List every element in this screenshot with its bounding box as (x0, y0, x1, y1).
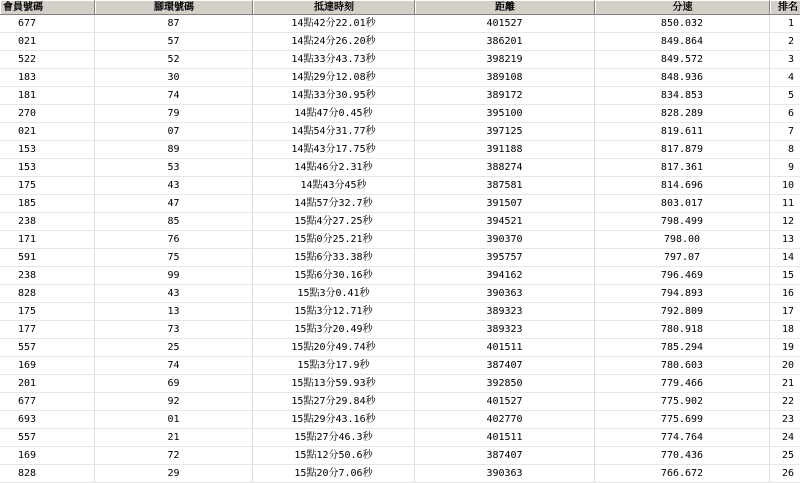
cell-member: 270 (0, 105, 95, 122)
cell-speed: 775.699 (595, 411, 770, 428)
cell-distance: 401527 (415, 393, 595, 410)
table-row[interactable] (0, 339, 800, 357)
cell-rank: 8 (787, 144, 794, 155)
cell-speed: 803.017 (595, 195, 770, 212)
cell-arrival: 14點47分0.45秒 (253, 105, 415, 122)
cell-distance: 395757 (415, 249, 595, 266)
cell-arrival: 14點57分32.7秒 (253, 195, 415, 212)
cell-member: 238 (0, 213, 95, 230)
cell-distance: 387407 (415, 357, 595, 374)
cell-ring: 73 (95, 321, 253, 338)
table-row[interactable] (0, 465, 800, 483)
cell-arrival: 14點42分22.01秒 (253, 15, 415, 32)
cell-member: 181 (0, 87, 95, 104)
cell-member: 153 (0, 141, 95, 158)
cell-arrival: 15點4分27.25秒 (253, 213, 415, 230)
table-row[interactable] (0, 87, 800, 105)
cell-speed: 770.436 (595, 447, 770, 464)
cell-member: 677 (0, 393, 95, 410)
cell-rank: 6 (787, 108, 794, 119)
table-row[interactable] (0, 411, 800, 429)
cell-speed: 828.289 (595, 105, 770, 122)
cell-ring: 30 (95, 69, 253, 86)
cell-ring: 21 (95, 429, 253, 446)
cell-arrival: 15點6分30.16秒 (253, 267, 415, 284)
cell-arrival: 15點13分59.93秒 (253, 375, 415, 392)
cell-rank: 26 (781, 468, 794, 479)
cell-speed: 848.936 (595, 69, 770, 86)
cell-ring: 43 (95, 177, 253, 194)
cell-speed: 794.893 (595, 285, 770, 302)
cell-rank: 10 (781, 180, 794, 191)
header-speed[interactable]: 分速 (595, 0, 770, 14)
cell-distance: 401511 (415, 339, 595, 356)
table-row[interactable] (0, 159, 800, 177)
cell-member: 177 (0, 321, 95, 338)
cell-speed: 775.902 (595, 393, 770, 410)
cell-member: 153 (0, 159, 95, 176)
cell-ring: 57 (95, 33, 253, 50)
cell-speed: 766.672 (595, 465, 770, 482)
cell-speed: 849.864 (595, 33, 770, 50)
cell-distance: 394162 (415, 267, 595, 284)
cell-arrival: 15點3分0.41秒 (253, 285, 415, 302)
cell-rank: 19 (781, 342, 794, 353)
cell-ring: 53 (95, 159, 253, 176)
cell-ring: 52 (95, 51, 253, 68)
cell-speed: 817.361 (595, 159, 770, 176)
cell-distance: 389323 (415, 303, 595, 320)
cell-speed: 849.572 (595, 51, 770, 68)
cell-member: 201 (0, 375, 95, 392)
cell-arrival: 15點3分17.9秒 (253, 357, 415, 374)
cell-distance: 389172 (415, 87, 595, 104)
cell-rank: 15 (781, 270, 794, 281)
cell-distance: 387581 (415, 177, 595, 194)
cell-member: 185 (0, 195, 95, 212)
cell-rank: 24 (781, 432, 794, 443)
cell-arrival: 15點3分20.49秒 (253, 321, 415, 338)
cell-ring: 76 (95, 231, 253, 248)
table-row[interactable] (0, 231, 800, 249)
cell-member: 522 (0, 51, 95, 68)
cell-distance: 390363 (415, 465, 595, 482)
cell-distance: 388274 (415, 159, 595, 176)
cell-arrival: 14點29分12.08秒 (253, 69, 415, 86)
cell-member: 677 (0, 15, 95, 32)
table-row[interactable] (0, 249, 800, 267)
cell-arrival: 14點43分17.75秒 (253, 141, 415, 158)
table-row[interactable] (0, 15, 800, 33)
cell-arrival: 15點12分50.6秒 (253, 447, 415, 464)
cell-speed: 798.499 (595, 213, 770, 230)
cell-distance: 389323 (415, 321, 595, 338)
cell-distance: 390363 (415, 285, 595, 302)
cell-rank: 23 (781, 414, 794, 425)
cell-ring: 13 (95, 303, 253, 320)
cell-speed: 792.809 (595, 303, 770, 320)
table-row[interactable] (0, 393, 800, 411)
header-ring[interactable]: 腳環號碼 (95, 0, 253, 14)
cell-rank: 13 (781, 234, 794, 245)
cell-rank: 17 (781, 306, 794, 317)
cell-member: 021 (0, 123, 95, 140)
cell-rank: 21 (781, 378, 794, 389)
table-row[interactable] (0, 267, 800, 285)
cell-rank: 22 (781, 396, 794, 407)
cell-member: 021 (0, 33, 95, 50)
cell-distance: 390370 (415, 231, 595, 248)
cell-distance: 392850 (415, 375, 595, 392)
table-row[interactable] (0, 321, 800, 339)
cell-ring: 89 (95, 141, 253, 158)
cell-arrival: 15點20分7.06秒 (253, 465, 415, 482)
table-row[interactable] (0, 303, 800, 321)
cell-speed: 796.469 (595, 267, 770, 284)
cell-ring: 92 (95, 393, 253, 410)
cell-distance: 402770 (415, 411, 595, 428)
cell-rank: 12 (781, 216, 794, 227)
table-row[interactable] (0, 285, 800, 303)
table-row[interactable] (0, 141, 800, 159)
cell-ring: 29 (95, 465, 253, 482)
cell-speed: 774.764 (595, 429, 770, 446)
cell-ring: 01 (95, 411, 253, 428)
cell-member: 169 (0, 447, 95, 464)
cell-rank: 16 (781, 288, 794, 299)
cell-speed: 798.00 (595, 231, 770, 248)
table-row[interactable] (0, 105, 800, 123)
cell-distance: 397125 (415, 123, 595, 140)
cell-arrival: 14點24分26.20秒 (253, 33, 415, 50)
cell-distance: 395100 (415, 105, 595, 122)
header-arrival[interactable]: 抵達時刻 (253, 0, 415, 14)
cell-rank: 20 (781, 360, 794, 371)
cell-rank: 4 (787, 72, 794, 83)
cell-ring: 25 (95, 339, 253, 356)
cell-rank: 7 (787, 126, 794, 137)
cell-rank: 5 (787, 90, 794, 101)
cell-arrival: 15點29分43.16秒 (253, 411, 415, 428)
cell-distance: 389108 (415, 69, 595, 86)
cell-speed: 834.853 (595, 87, 770, 104)
cell-ring: 69 (95, 375, 253, 392)
cell-distance: 391507 (415, 195, 595, 212)
cell-speed: 797.07 (595, 249, 770, 266)
table-row[interactable] (0, 375, 800, 393)
table-row[interactable] (0, 51, 800, 69)
cell-member: 175 (0, 177, 95, 194)
cell-speed: 817.879 (595, 141, 770, 158)
header-distance[interactable]: 距離 (415, 0, 595, 14)
cell-speed: 780.603 (595, 357, 770, 374)
cell-ring: 85 (95, 213, 253, 230)
table-row[interactable] (0, 33, 800, 51)
table-row[interactable] (0, 357, 800, 375)
cell-speed: 814.696 (595, 177, 770, 194)
cell-arrival: 14點54分31.77秒 (253, 123, 415, 140)
cell-speed: 819.611 (595, 123, 770, 140)
cell-member: 238 (0, 267, 95, 284)
cell-arrival: 15點27分46.3秒 (253, 429, 415, 446)
cell-ring: 74 (95, 357, 253, 374)
cell-ring: 74 (95, 87, 253, 104)
cell-rank: 2 (787, 36, 794, 47)
cell-ring: 72 (95, 447, 253, 464)
cell-rank: 3 (787, 54, 794, 65)
cell-arrival: 14點43分45秒 (253, 177, 415, 194)
cell-rank: 1 (787, 18, 794, 29)
cell-rank: 9 (787, 162, 794, 173)
cell-distance: 401527 (415, 15, 595, 32)
cell-arrival: 15點6分33.38秒 (253, 249, 415, 266)
cell-ring: 75 (95, 249, 253, 266)
cell-arrival: 15點20分49.74秒 (253, 339, 415, 356)
cell-distance: 386201 (415, 33, 595, 50)
cell-distance: 398219 (415, 51, 595, 68)
cell-member: 693 (0, 411, 95, 428)
cell-member: 183 (0, 69, 95, 86)
table-body (0, 15, 800, 483)
cell-distance: 387407 (415, 447, 595, 464)
table-row[interactable] (0, 213, 800, 231)
cell-speed: 850.032 (595, 15, 770, 32)
cell-arrival: 15點3分12.71秒 (253, 303, 415, 320)
cell-ring: 43 (95, 285, 253, 302)
cell-ring: 99 (95, 267, 253, 284)
cell-member: 591 (0, 249, 95, 266)
cell-distance: 394521 (415, 213, 595, 230)
cell-member: 169 (0, 357, 95, 374)
cell-rank: 11 (781, 198, 794, 209)
table-row[interactable] (0, 195, 800, 213)
cell-arrival: 14點46分2.31秒 (253, 159, 415, 176)
cell-member: 175 (0, 303, 95, 320)
cell-arrival: 15點0分25.21秒 (253, 231, 415, 248)
header-rank[interactable]: 排名 (770, 0, 800, 14)
cell-rank: 25 (781, 450, 794, 461)
cell-ring: 87 (95, 15, 253, 32)
cell-distance: 401511 (415, 429, 595, 446)
table-row[interactable] (0, 123, 800, 141)
cell-member: 828 (0, 285, 95, 302)
cell-rank: 14 (781, 252, 794, 263)
cell-member: 557 (0, 339, 95, 356)
table-row[interactable] (0, 447, 800, 465)
header-member[interactable]: 會員號碼 (0, 0, 95, 14)
cell-ring: 79 (95, 105, 253, 122)
cell-speed: 785.294 (595, 339, 770, 356)
table-row[interactable] (0, 177, 800, 195)
table-row[interactable] (0, 69, 800, 87)
cell-speed: 779.466 (595, 375, 770, 392)
cell-rank: 18 (781, 324, 794, 335)
cell-ring: 47 (95, 195, 253, 212)
cell-member: 557 (0, 429, 95, 446)
cell-arrival: 15點27分29.84秒 (253, 393, 415, 410)
cell-arrival: 14點33分43.73秒 (253, 51, 415, 68)
cell-distance: 391188 (415, 141, 595, 158)
cell-arrival: 14點33分30.95秒 (253, 87, 415, 104)
cell-member: 171 (0, 231, 95, 248)
cell-member: 828 (0, 465, 95, 482)
cell-speed: 780.918 (595, 321, 770, 338)
header-row (0, 0, 800, 15)
cell-ring: 07 (95, 123, 253, 140)
table-row[interactable] (0, 429, 800, 447)
